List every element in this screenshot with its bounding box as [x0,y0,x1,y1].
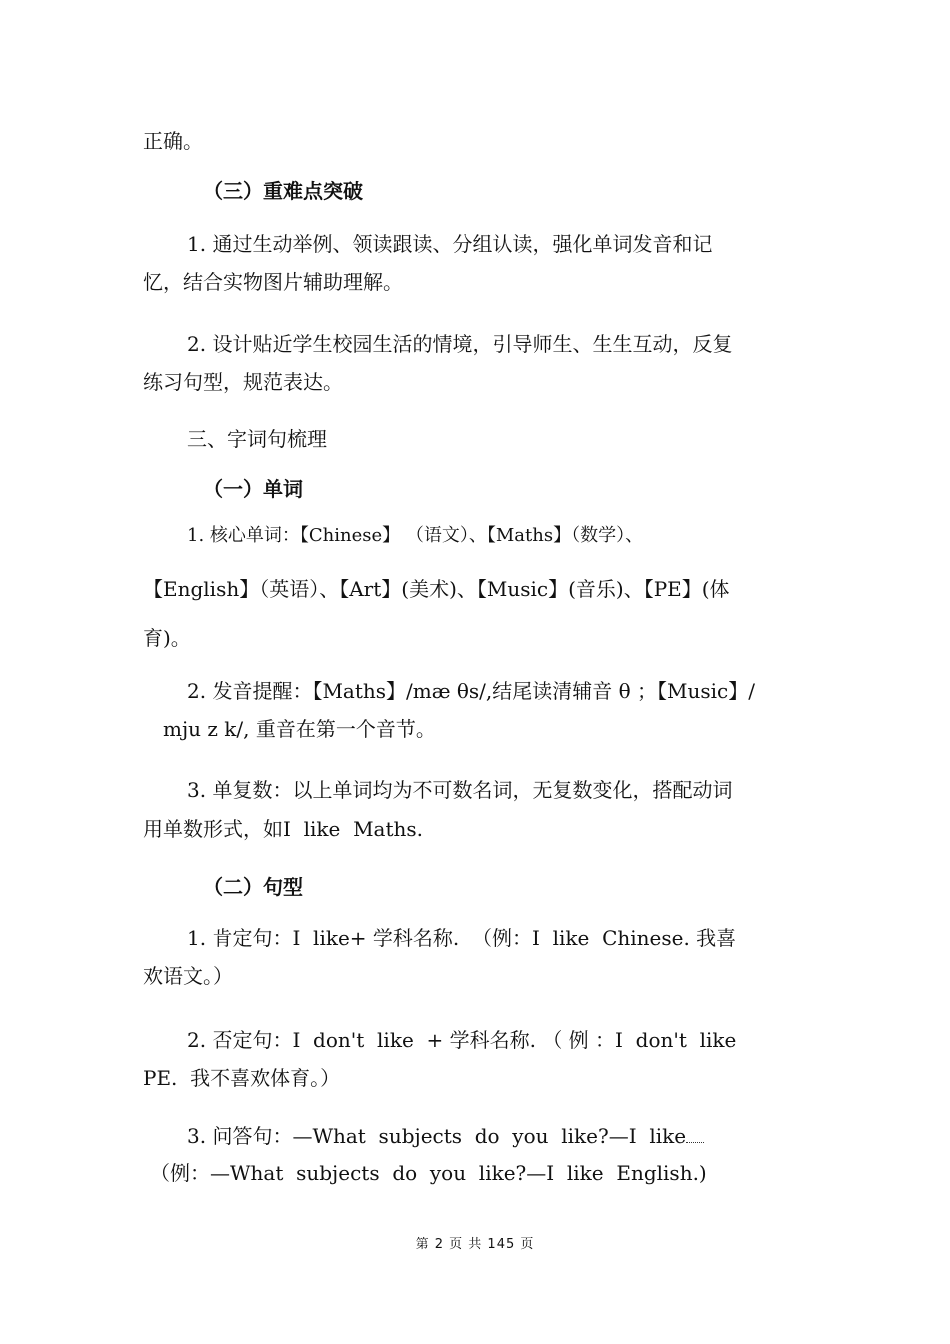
page-footer: 第 2 页 共 145 页 [415,1237,535,1252]
text-line: 用单数形式，如I like Maths. [143,817,424,841]
text-line: 2. 否定句：I don't like + 学科名称. （ 例 ：I don't like [187,1028,737,1052]
text-line: 忆，结合实物图片辅助理解。 [143,270,403,294]
section-heading: （三）重难点突破 [203,179,363,203]
section-heading: 三、字词句梳理 [187,427,327,451]
text-line-content: 3. 问答句：—What subjects do you like?—I like [187,1124,687,1148]
text-line: 2. 设计贴近学生校园生活的情境，引导师生、生生互动，反复 [187,332,733,356]
text-line: mju z k/, 重音在第一个音节。 [163,717,436,741]
text-line: 练习句型，规范表达。 [143,370,343,394]
text-line: 育)。 [143,626,191,650]
text-line: 【English】（英语）、【Art】(美术)、【Music】(音乐)、【PE】(体 [143,577,730,601]
text-line: 正确。 [143,129,203,153]
text-line: 1. 核心单词：【Chinese】 （语文）、【Maths】（数学）、 [187,525,644,546]
text-line: 2. 发音提醒：【Maths】/mæ θs/,结尾读清辅音 θ ；【Music】/ [187,679,755,703]
section-heading: （二）句型 [203,875,303,899]
text-line: PE. 我不喜欢体育。） [143,1066,341,1090]
text-line: 欢语文。） [143,964,233,988]
text-line [187,1122,704,1150]
text-line: 1. 通过生动举例、领读跟读、分组认读，强化单词发音和记 [187,232,713,256]
section-heading: （一）单词 [203,477,303,501]
fill-blank [686,1126,704,1143]
text-line: 1. 肯定句：I like+ 学科名称. （例：I like Chinese. 我喜 [187,926,737,950]
text-line: 3. 单复数：以上单词均为不可数名词，无复数变化，搭配动词 [187,778,733,802]
text-line: （例：—What subjects do you like?—I like English.) [150,1161,707,1185]
